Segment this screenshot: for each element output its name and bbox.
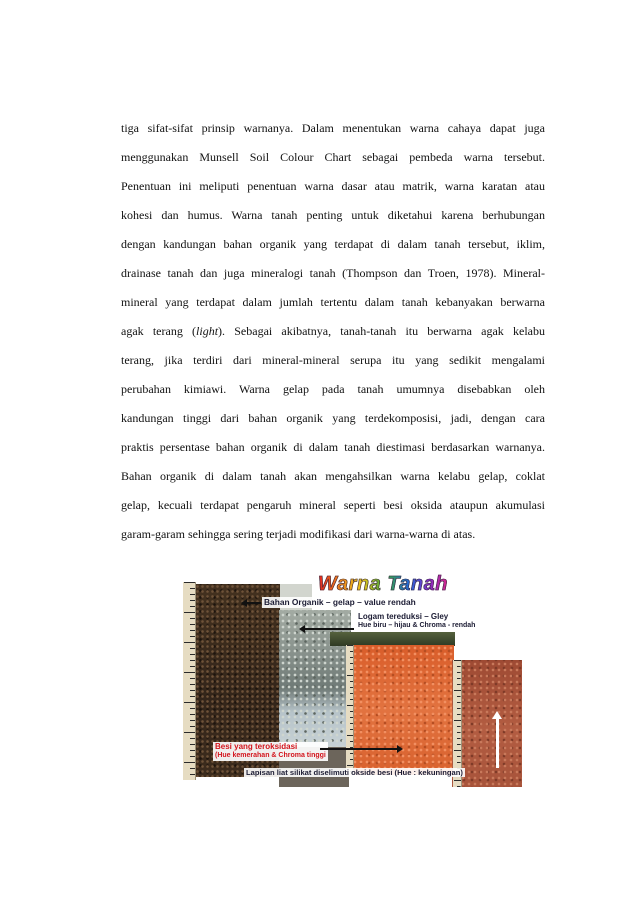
soil-profile-oxidized	[346, 645, 454, 775]
label-oxidized-iron	[213, 742, 328, 761]
text-line	[121, 317, 545, 346]
label-gley-title: Logam tereduksi – Gley	[358, 612, 449, 621]
arrow-right-icon	[320, 748, 398, 750]
text-line: dengan kandungan bahan organik yang terdapat di dalam tanah tersebut, iklim,	[121, 237, 545, 251]
text-line: menggunakan Munsell Soil Colour Chart sebagai pembeda warna tersebut.	[121, 150, 545, 164]
label-silicate-clay: Lapisan liat silikat diselimuti okside besi (Hue : kekuningan)	[246, 768, 463, 777]
body-paragraph	[121, 114, 545, 549]
text-line: Bahan organik di dalam tanah akan mengahsilkan warna kelabu gelap, coklat	[121, 469, 545, 483]
text-line: tiga sifat-sifat prinsip warnanya. Dalam menentukan warna cahaya dapat juga	[121, 121, 545, 135]
text-line: praktis persentase bahan organik di dalam tanah diestimasi berdasarkan warnanya.	[121, 440, 545, 454]
text-line: terang, jika terdiri dari mineral-mineral serupa itu yang sedikit mengalami	[121, 353, 545, 367]
soil-color-figure	[180, 572, 522, 787]
text-span: ). Sebagai akibatnya, tanah-tanah itu berwarna agak kelabu	[218, 324, 545, 338]
arrow-left-icon	[304, 628, 354, 630]
text-line: mineral yang terdapat dalam jumlah tertentu dalam tanah kebanyakan berwarna	[121, 295, 545, 309]
text-line: perubahan kimiawi. Warna gelap pada tanah umumnya disebabkan oleh	[121, 382, 545, 396]
text-line: drainase tanah dan juga mineralogi tanah (Thompson dan Troen, 1978). Mineral-	[121, 266, 545, 280]
label-iron-detail: (Hue kemerahan & Chroma tinggi	[215, 752, 326, 759]
label-organic-matter: Bahan Organik – gelap – value rendah	[264, 597, 416, 607]
text-line: Penentuan ini meliputi penentuan warna dasar atau matrik, warna karatan atau	[121, 179, 545, 193]
label-iron-title: Besi yang teroksidasi	[215, 742, 298, 751]
text-span: agak terang (	[121, 324, 197, 338]
label-gley	[356, 612, 477, 631]
figure-title: Warna Tanah	[318, 573, 448, 595]
label-gley-detail: Hue biru – hijau & Chroma - rendah	[358, 622, 476, 629]
measuring-tape	[183, 582, 196, 780]
text-line: kandungan tinggi dari bahan organik yang terdekomposisi, jadi, dengan cara	[121, 411, 545, 425]
measuring-tape	[346, 645, 354, 775]
text-line: garam-garam sehingga sering terjadi modifikasi dari warna-warna di atas.	[121, 527, 476, 541]
arrow-left-icon	[246, 602, 261, 604]
vegetation-strip	[330, 632, 455, 646]
text-line: kohesi dan humus. Warna tanah penting untuk diketahui karena berhubungan	[121, 208, 545, 222]
arrow-up-icon	[496, 718, 499, 768]
italic-term: light	[196, 324, 219, 338]
text-line: gelap, kecuali terdapat pengaruh mineral seperti besi oksida ataupun akumulasi	[121, 498, 545, 512]
